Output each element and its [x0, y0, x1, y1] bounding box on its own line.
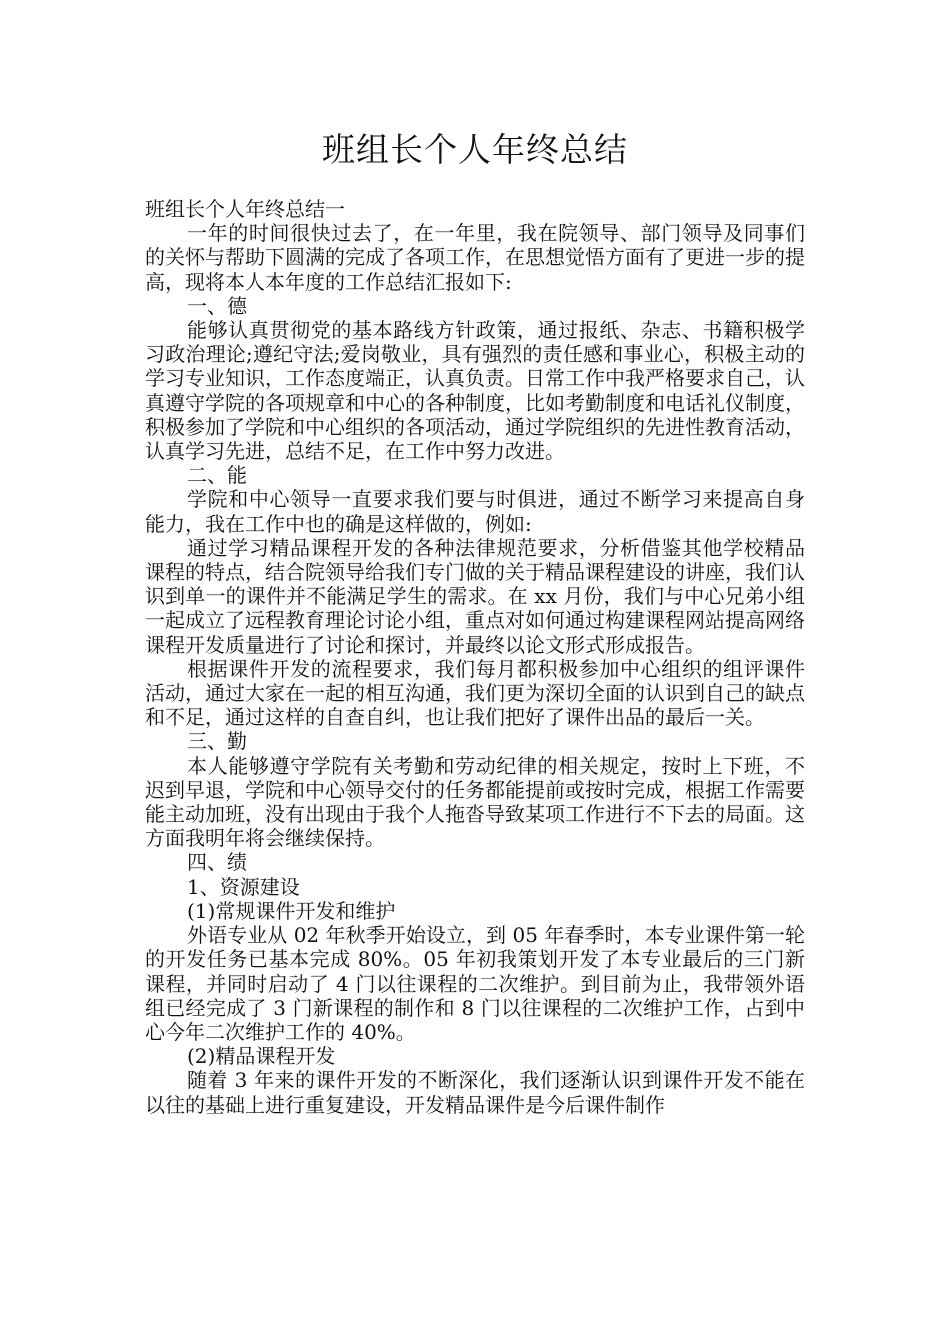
paragraph: (1)常规课件开发和维护: [187, 898, 396, 923]
paragraph: 班组长个人年终总结一: [145, 197, 345, 221]
paragraph: 二、能: [187, 463, 247, 488]
paragraph: 一年的时间很快过去了，在一年里，我在院领导、部门领导及同事们的关怀与帮助下圆满的完成了各项工作，在思想觉悟方面有了更进一步的提高，现将本人本年度的工作总结汇报如下:: [145, 221, 805, 294]
paragraph: 能够认真贯彻党的基本路线方针政策，通过报纸、杂志、书籍积极学习政治理论;遵纪守法;爱岗敬业，具有强烈的责任感和事业心，积极主动的学习专业知识，工作态度端正，认真负责。日常工作中我严格要求自己，认真遵守学院的各项规章和中心的各种制度，比如考勤制度和电话礼仪制度，积极参加了学院和中心组织的各项活动，通过学院组织的先进性教育活动，认真学习先进，总结不足，在工作中努力改进。: [145, 318, 805, 464]
paragraph: 三、勤: [187, 729, 247, 754]
paragraph: 一、德: [187, 293, 247, 318]
paragraph: 学院和中心领导一直要求我们要与时俱进，通过不断学习来提高自身能力，我在工作中也的确是这样做的，例如:: [145, 487, 805, 536]
paragraph: 根据课件开发的流程要求，我们每月都积极参加中心组织的组评课件活动，通过大家在一起的相互沟通，我们更为深切全面的认识到自己的缺点和不足，通过这样的自查自纠，也让我们把好了课件出品的最后一关。: [145, 656, 805, 730]
paragraph: 通过学习精品课程开发的各种法律规范要求，分析借鉴其他学校精品课程的特点，结合院领导给我们专门做的关于精品课程建设的讲座，我们认识到单一的课件并不能满足学生的需求。在 xx 月份，我们与中心兄弟小组一起成立了远程教育理论讨论小组，重点对如何通过构建课程网站提高网络课程开发质量进行了讨论和探讨，并最终以论文形式形成报告。: [145, 535, 805, 657]
paragraph: 外语专业从 02 年秋季开始设立，到 05 年春季时，本专业课件第一轮的开发任务已基本完成 80%。05 年初我策划开发了本专业最后的三门新课程，并同时启动了 4 门以往课程的二次维护。到目前为止，我带领外语组已经完成了 3 门新课程的制作和 8 门以往课程的二次维护工作，占到中心今年二次维护工作的 40%。: [145, 923, 805, 1044]
paragraph: (2)精品课程开发: [187, 1044, 336, 1069]
paragraph: 随着 3 年来的课件开发的不断深化，我们逐渐认识到课件开发不能在以往的基础上进行重复建设，开发精品课件是今后课件制作: [145, 1068, 805, 1117]
document-title: 班组长个人年终总结: [322, 130, 628, 169]
document-body: [145, 197, 805, 1117]
paragraph: 1、资源建设: [187, 874, 300, 899]
paragraph: 四、绩: [187, 850, 247, 875]
paragraph: 本人能够遵守学院有关考勤和劳动纪律的相关规定，按时上下班，不迟到早退，学院和中心领导交付的任务都能提前或按时完成，根据工作需要能主动加班，没有出现由于我个人拖沓导致某项工作进行不下去的局面。这方面我明年将会继续保持。: [145, 753, 805, 851]
